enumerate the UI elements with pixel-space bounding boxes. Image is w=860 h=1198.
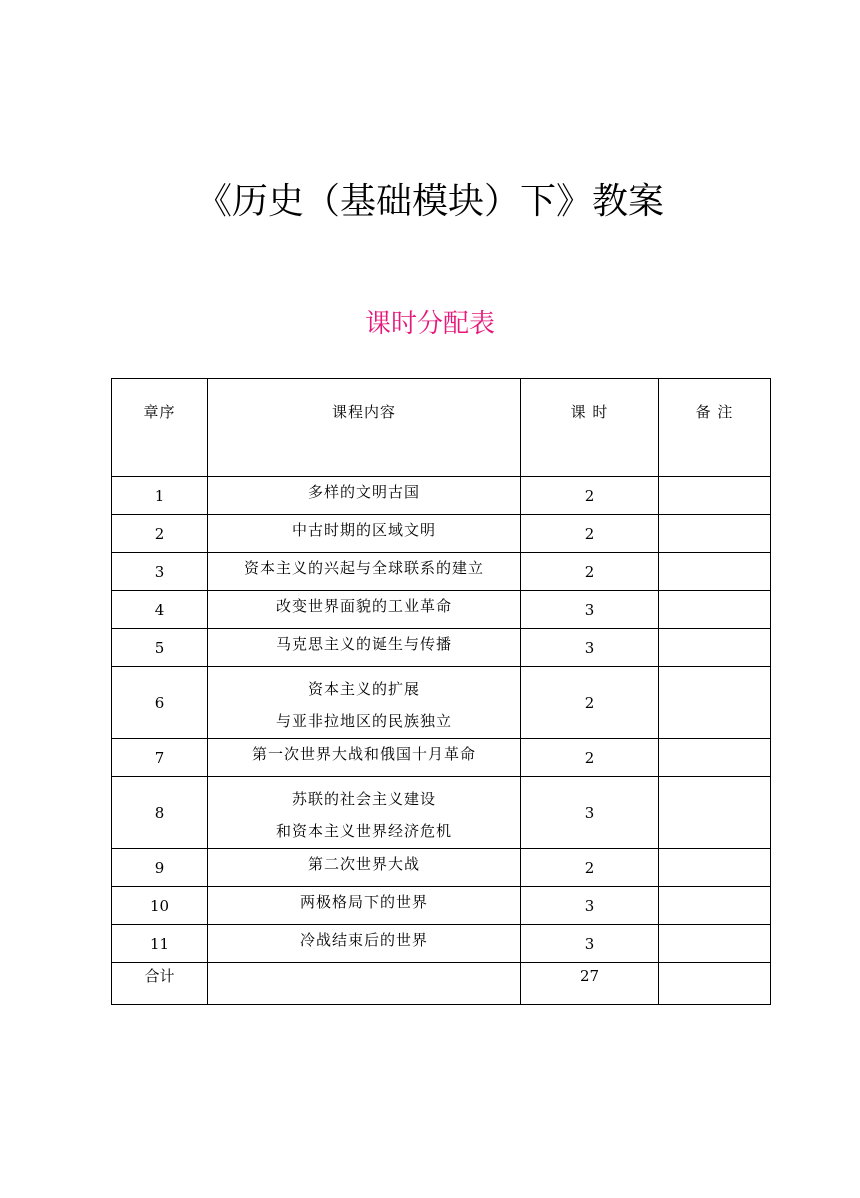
- total-label: 合计: [112, 963, 208, 1005]
- table-row: [112, 477, 771, 515]
- chapter-number: 10: [112, 887, 208, 925]
- table-row: [112, 777, 771, 849]
- course-content-line: 第二次世界大战: [307, 855, 420, 873]
- course-content-line: 改变世界面貌的工业革命: [275, 597, 452, 615]
- course-content: [208, 667, 521, 739]
- course-content: [208, 477, 521, 515]
- course-content-line: 多样的文明古国: [307, 483, 420, 501]
- total-hours: 27: [521, 963, 659, 1005]
- course-content-line: 中古时期的区域文明: [291, 521, 436, 539]
- chapter-number: 6: [112, 667, 208, 739]
- table-row: [112, 591, 771, 629]
- notes-cell: [659, 925, 771, 963]
- course-content-line: 两极格局下的世界: [299, 893, 428, 911]
- table-row: [112, 739, 771, 777]
- table-row: [112, 629, 771, 667]
- chapter-number: 8: [112, 777, 208, 849]
- chapter-number: 3: [112, 553, 208, 591]
- class-hours: 3: [521, 925, 659, 963]
- chapter-number: 5: [112, 629, 208, 667]
- class-hours: 3: [521, 591, 659, 629]
- class-hours: 2: [521, 477, 659, 515]
- course-content: [208, 777, 521, 849]
- notes-cell: [659, 777, 771, 849]
- course-content-line: 资本主义的扩展: [307, 680, 420, 698]
- notes-cell: [659, 591, 771, 629]
- class-hours: 2: [521, 739, 659, 777]
- course-content-line: 马克思主义的诞生与传播: [275, 635, 452, 653]
- chapter-number: 11: [112, 925, 208, 963]
- notes-cell: [659, 553, 771, 591]
- course-content: [208, 849, 521, 887]
- total-row: [112, 963, 771, 1005]
- course-content: [208, 553, 521, 591]
- course-content: [208, 515, 521, 553]
- class-hours: 3: [521, 777, 659, 849]
- table-title: 课时分配表: [364, 309, 495, 339]
- notes-cell: [659, 849, 771, 887]
- course-content: [208, 925, 521, 963]
- notes-cell: [659, 477, 771, 515]
- course-content-line: 冷战结束后的世界: [299, 931, 428, 949]
- table-row: [112, 887, 771, 925]
- class-hours: 2: [521, 515, 659, 553]
- table-row: [112, 515, 771, 553]
- course-content: [208, 739, 521, 777]
- total-content: [208, 963, 521, 1005]
- notes-cell: [659, 515, 771, 553]
- chapter-number: 9: [112, 849, 208, 887]
- chapter-number: 2: [112, 515, 208, 553]
- course-content-line: 与亚非拉地区的民族独立: [275, 712, 452, 730]
- class-hours: 3: [521, 887, 659, 925]
- header-content: 课程内容: [208, 379, 521, 477]
- chapter-number: 4: [112, 591, 208, 629]
- table-row: [112, 849, 771, 887]
- document-title: 《历史（基础模块）下》教案: [195, 181, 664, 222]
- class-hours: 3: [521, 629, 659, 667]
- notes-cell: [659, 739, 771, 777]
- notes-cell: [659, 887, 771, 925]
- notes-cell: [659, 667, 771, 739]
- notes-cell: [659, 629, 771, 667]
- table-row: [112, 925, 771, 963]
- chapter-number: 1: [112, 477, 208, 515]
- class-hours: 2: [521, 849, 659, 887]
- header-chapter: 章序: [112, 379, 208, 477]
- total-notes: [659, 963, 771, 1005]
- course-content: [208, 629, 521, 667]
- hour-allocation-table: [111, 378, 771, 1005]
- course-content-line: 资本主义的兴起与全球联系的建立: [243, 559, 484, 577]
- header-hours: 课 时: [521, 379, 659, 477]
- course-content-line: 和资本主义世界经济危机: [275, 822, 452, 840]
- course-content-line: 第一次世界大战和俄国十月革命: [251, 745, 476, 763]
- class-hours: 2: [521, 553, 659, 591]
- course-content: [208, 591, 521, 629]
- table-header-row: [112, 379, 771, 477]
- course-content-line: 苏联的社会主义建设: [291, 790, 436, 808]
- table-row: [112, 667, 771, 739]
- class-hours: 2: [521, 667, 659, 739]
- table-row: [112, 553, 771, 591]
- course-content: [208, 887, 521, 925]
- chapter-number: 7: [112, 739, 208, 777]
- header-notes: 备 注: [659, 379, 771, 477]
